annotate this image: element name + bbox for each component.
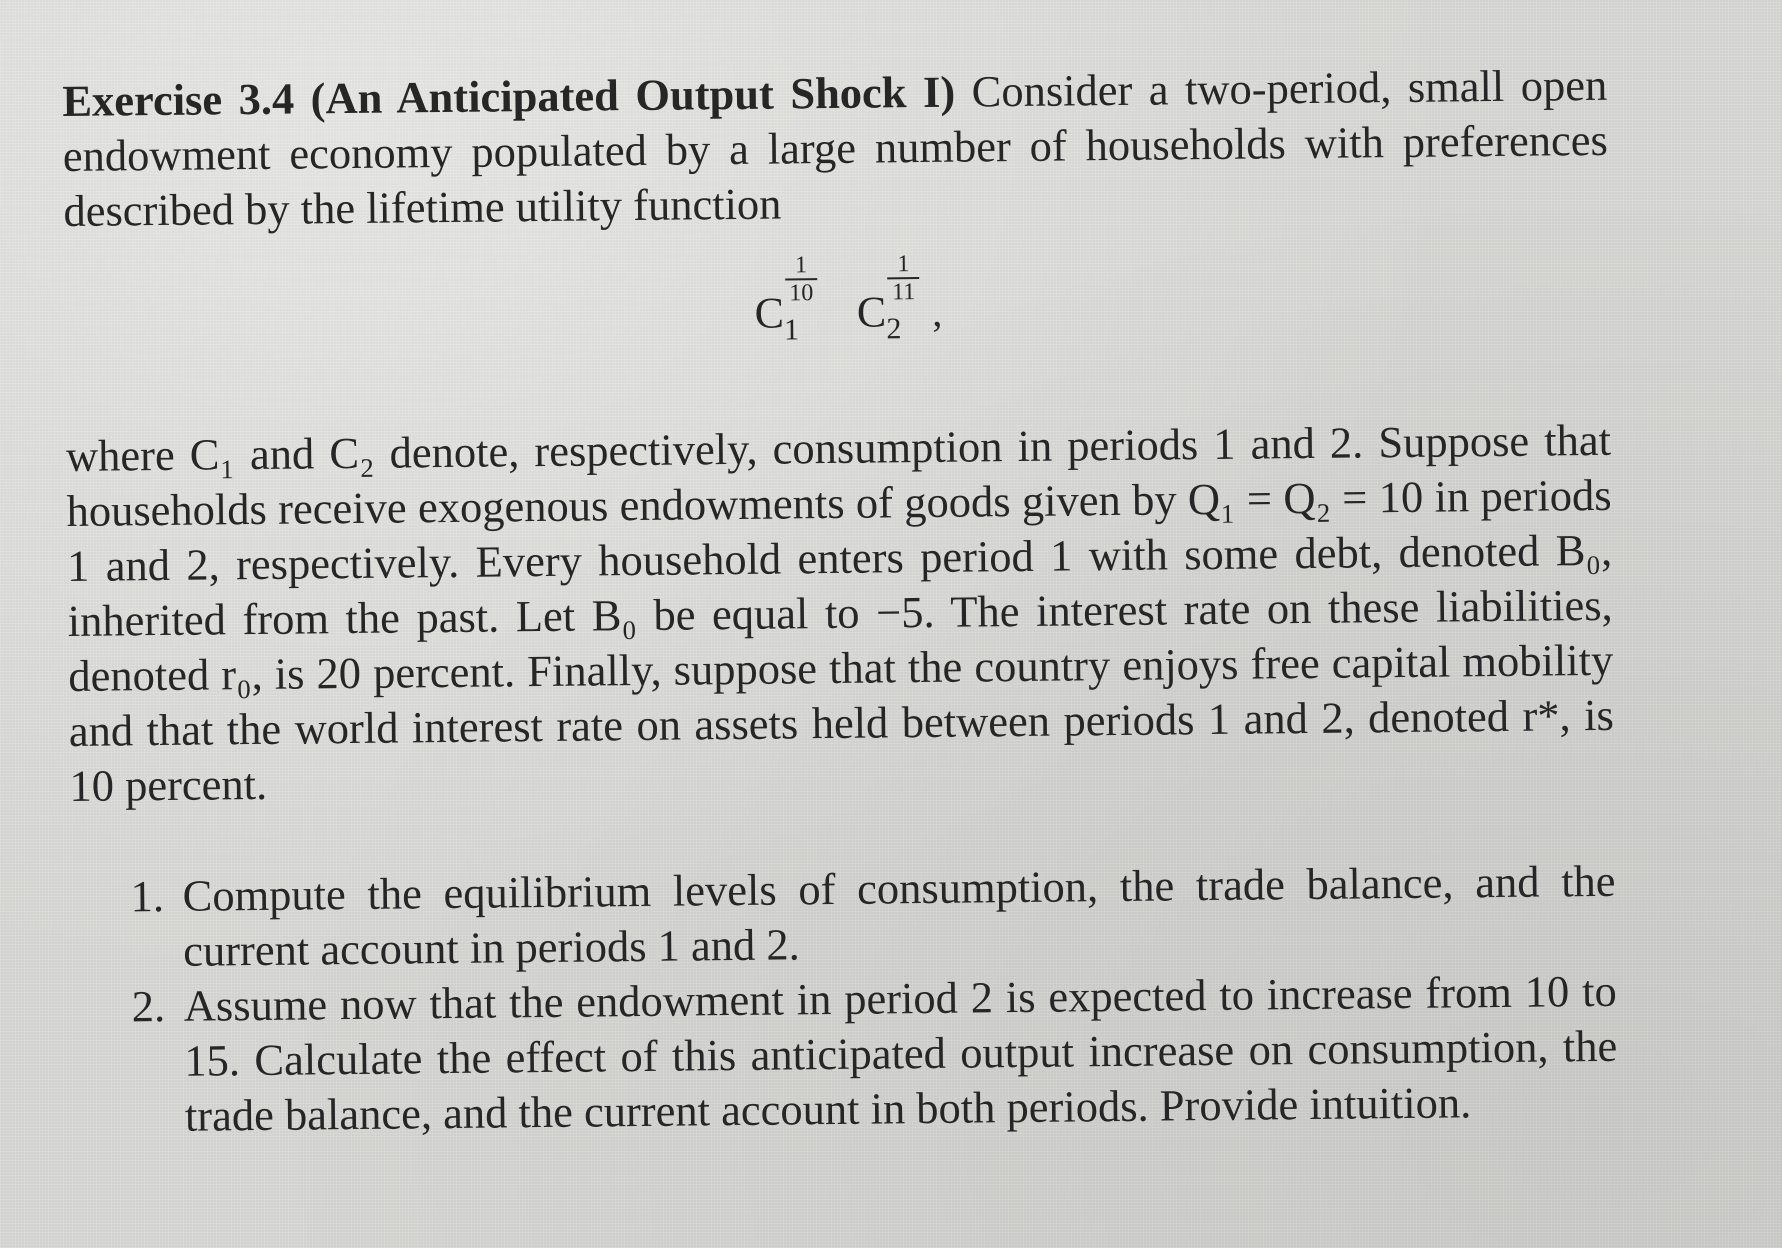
formula-exp-den-2: 11 [891,279,916,306]
question-number-2: 2. [131,980,166,1032]
formula-exponent-1 [785,253,818,305]
formula-sub-2: 2 [886,312,902,346]
formula-exp-den-1: 10 [789,280,814,307]
exercise-intro-text: Consider a two-period, small open endowment economy populated by a large number of households with preferences described by the lifetime utility function [62,59,1609,236]
exercise-page [62,58,1618,1145]
formula-trailing-comma: , [932,289,943,335]
question-item-1 [70,854,1616,980]
formula-base-1: C [754,288,785,338]
question-list [70,854,1618,1145]
formula-exp-num-1: 1 [794,252,808,279]
formula-exponent-2 [887,252,920,304]
formula-sub-1: 1 [783,313,800,347]
exercise-heading: Exercise 3.4 (An Anticipated Output Shock I) [62,66,956,126]
utility-formula [64,251,1610,387]
question-number-1: 1. [130,870,165,922]
exercise-intro-paragraph [62,58,1609,239]
question-text-2: Assume now that the endowment in period 2 is expected to increase from 10 to 15. Calculate the effect of this anticipated output increase on consumption, the trade balance, and the current account in both periods. Provide intuition. [183,965,1618,1141]
question-item-2 [71,964,1618,1145]
formula-exp-num-2: 1 [897,251,910,278]
question-text-1: Compute the equilibrium levels of consumption, the trade balance, and the current account in periods 1 and 2. [182,855,1616,976]
formula-factor-2 [856,251,916,346]
formula-base-2: C [856,287,887,337]
formula-factor-1 [754,252,814,347]
exercise-body-paragraph: where C₁ and C₂ denote, respectively, consumption in periods 1 and 2. Suppose that households receive exogenous endowments of goods given by Q₁ = Q₂ = 10 in periods 1 and 2, respectively. Every household enters period 1 with some debt, denoted B₀, inherited from the past. Let B₀ be equal to −5. The interest rate on these liabilities, denoted r₀, is 20 percent. Finally, suppose that the country enjoys free capital mobility and that the world interest rate on assets held between periods 1 and 2, denoted r*, is 10 percent. [65,414,1615,811]
